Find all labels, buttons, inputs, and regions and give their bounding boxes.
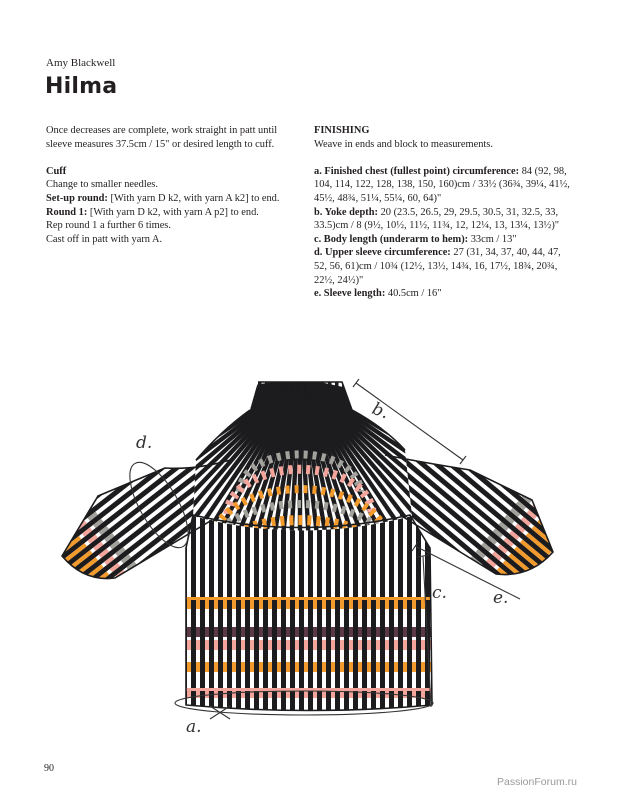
right-column: [314, 124, 576, 301]
pattern-title: Hilma: [45, 74, 118, 99]
label-e: e.: [493, 588, 509, 608]
round-1: Round 1: [With yarn D k2, with yarn A p2] to end.: [46, 206, 259, 218]
label-d: d.: [136, 433, 153, 453]
measurement-b: b. Yoke depth: 20 (23.5, 26.5, 29, 29.5, 30.5, 31, 32.5, 33, 33.5)cm / 8 (9½, 10½, 11½, 11¾, 12, 12¼, 13, 13¼, 13½)": [314, 206, 560, 232]
sweater-schematic: [0, 350, 620, 740]
finishing-text: Weave in ends and block to measurements.: [314, 138, 493, 150]
author-name: Amy Blackwell: [46, 57, 116, 69]
label-a: a.: [186, 717, 202, 737]
measurement-d: d. Upper sleeve circumference: 27 (31, 34, 37, 40, 44, 47, 52, 56, 61)cm / 10¾ (12½, 13½, 14¾, 16, 17½, 18¾, 20¾, 22½, 24½)": [314, 247, 561, 286]
repeat-instruction: Rep round 1 a further 6 times.: [46, 220, 171, 232]
left-column: [46, 124, 292, 246]
cuff-heading: Cuff: [46, 165, 67, 177]
sleeve-intro: Once decreases are complete, work straight in patt until sleeve measures 37.5cm / 15" or desired length to cuff.: [46, 125, 278, 150]
cuff-needles: Change to smaller needles.: [46, 179, 158, 191]
watermark: PassionForum.ru: [497, 776, 577, 788]
setup-round: Set-up round: [With yarn D k2, with yarn A k2] to end.: [46, 192, 280, 204]
measurement-a: a. Finished chest (fullest point) circumference: 84 (92, 98, 104, 114, 122, 128, 138, 150, 160)cm / 33½ (36¾, 39¼, 41½, 45½, 48¾, 51¼, 55¼, 60, 64)": [314, 165, 570, 204]
measurement-e: e. Sleeve length: 40.5cm / 16": [314, 288, 442, 300]
finishing-heading: FINISHING: [314, 125, 370, 136]
measurement-c: c. Body length (underarm to hem): 33cm / 13": [314, 233, 517, 245]
sweater-body: [180, 505, 443, 720]
cast-off-instruction: Cast off in patt with yarn A.: [46, 233, 163, 245]
page-number: 90: [44, 763, 54, 774]
label-c: c.: [432, 583, 447, 603]
label-b: b.: [369, 398, 392, 424]
